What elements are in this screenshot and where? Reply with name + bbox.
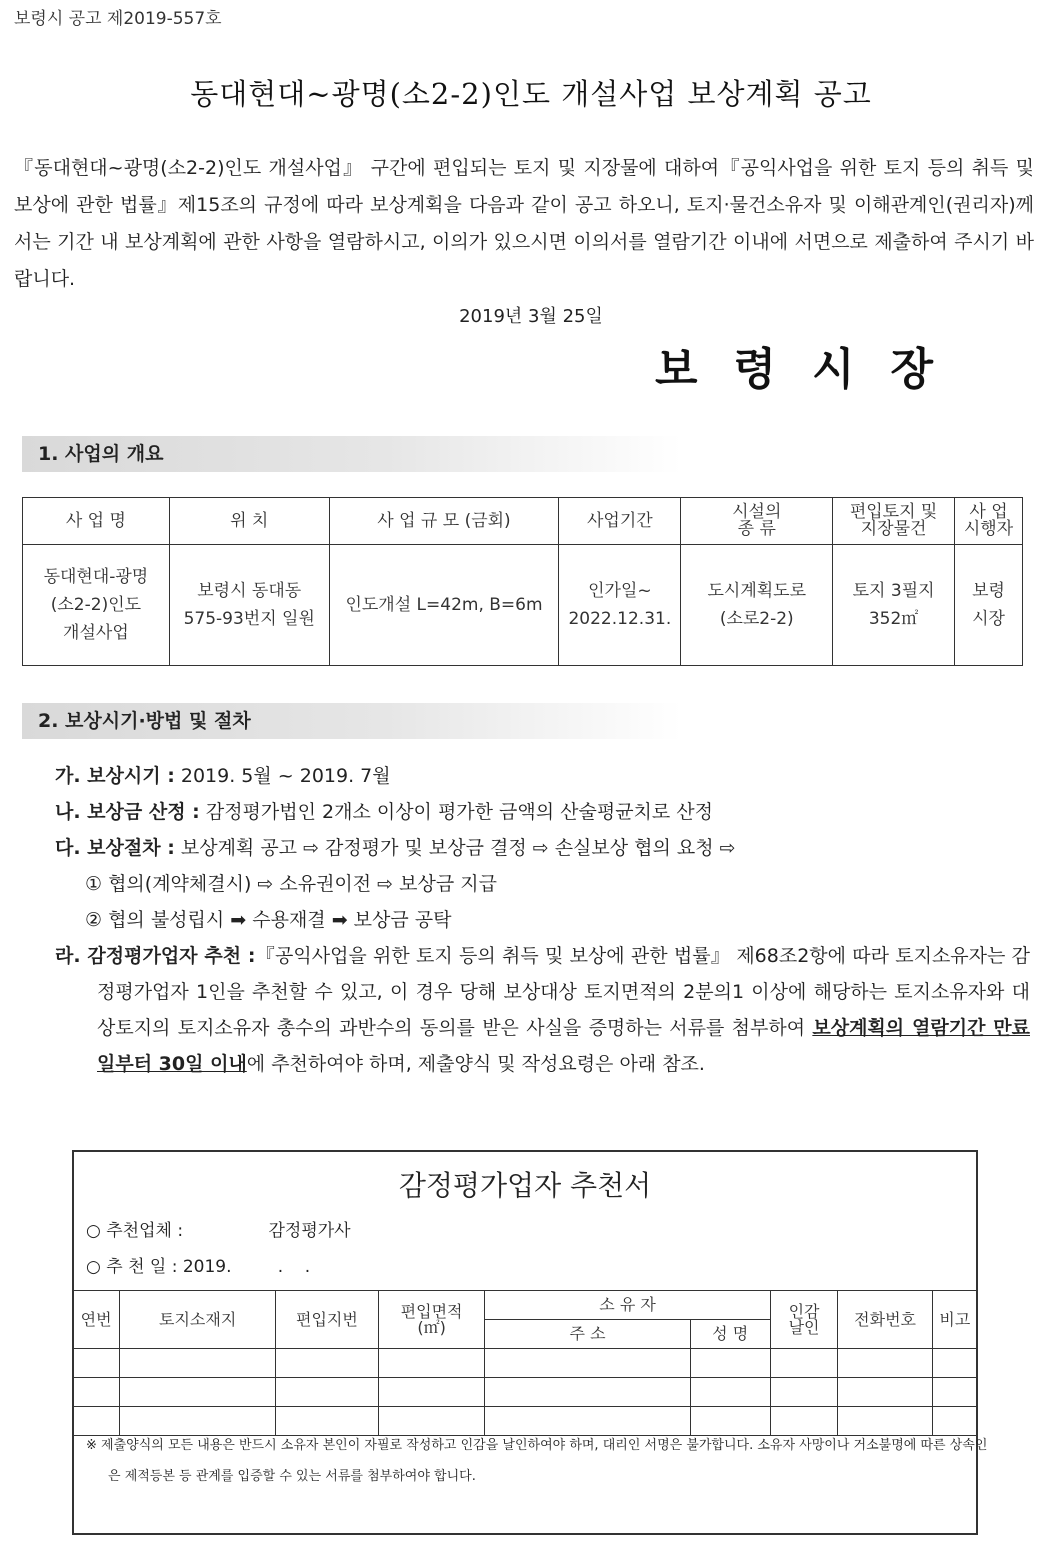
- th-period: 사업기간: [559, 498, 681, 545]
- signer: 보령시장: [655, 344, 970, 395]
- item-na-text: 감정평가법인 2개소 이상이 평가한 금액의 산술평균치로 산정: [199, 801, 714, 823]
- th-facility-type: 시설의 종 류: [681, 498, 833, 545]
- item-na: [55, 794, 1030, 830]
- form-company-label: ○ 추천업체 :: [86, 1221, 184, 1241]
- table-row: [73, 1378, 978, 1407]
- item-da-label: 다. 보상절차 :: [55, 837, 175, 859]
- th-no: 연번: [73, 1291, 120, 1349]
- item-ga: [55, 758, 1030, 794]
- th-lot: 편입지번: [276, 1291, 379, 1349]
- th-name: 성 명: [690, 1320, 770, 1349]
- section1-heading: 1. 사업의 개요: [22, 436, 682, 472]
- td-period: 인가일~ 2022.12.31.: [559, 545, 681, 666]
- th-location: 위 치: [169, 498, 329, 545]
- form-date-blank: . .: [266, 1257, 311, 1277]
- item-da: [55, 830, 1030, 866]
- project-overview-table: [22, 497, 1023, 666]
- item-da-text: 보상계획 공고 ⇨ 감정평가 및 보상금 결정 ⇨ 손실보상 협의 요청 ⇨: [174, 837, 736, 859]
- item-na-label: 나. 보상금 산정 :: [55, 801, 200, 823]
- form-date-label: ○ 추 천 일 : 2019.: [86, 1257, 232, 1277]
- form-date-line: [86, 1252, 310, 1277]
- td-project-name: 동대현대-광명 (소2-2)인도 개설사업: [23, 545, 170, 666]
- td-scale: 인도개설 L=42m, B=6m: [329, 545, 559, 666]
- td-location: 보령시 동대동 575-93번지 일원: [169, 545, 329, 666]
- notice-number: 보령시 공고 제2019-557호: [14, 9, 222, 29]
- recommendation-form: [72, 1150, 988, 1535]
- item-ra-label: 라. 감정평가업자 추천 :: [55, 945, 256, 967]
- th-scale: 사 업 규 모 (금회): [329, 498, 559, 545]
- th-operator: 사 업 시행자: [955, 498, 1023, 545]
- th-owner: 소 유 자: [485, 1291, 770, 1320]
- item-ga-label: 가. 보상시기 :: [55, 765, 175, 787]
- th-land-location: 토지소재지: [120, 1291, 276, 1349]
- item-da-step1: ① 협의(계약체결시) ⇨ 소유권이전 ⇨ 보상금 지급: [85, 873, 497, 895]
- item-da-step2: ② 협의 불성립시 ➡ 수용재결 ➡ 보상금 공탁: [85, 909, 452, 931]
- form-title: 감정평가업자 추천서: [398, 1169, 652, 1202]
- form-note: ※ 제출양식의 모든 내용은 반드시 소유자 본인이 자필로 작성하고 인감을 날인하여야 하며, 대리인 서명은 불가합니다. 소유자 사망이나 거소불명에 따른 상속인은 제적등본 등 관계를 입증할 수 있는 서류를 첨부하여야 합니다.: [86, 1438, 988, 1484]
- item-ra-text2: 에 추천하여야 하며, 제출양식 및 작성요령은 아래 참조.: [246, 1053, 705, 1075]
- section2-body: [55, 758, 1030, 1082]
- form-company-line: [86, 1216, 351, 1241]
- th-remark: 비고: [932, 1291, 977, 1349]
- table-row: [73, 1349, 978, 1378]
- item-ra: [55, 938, 1030, 1082]
- th-area: 편입면적 (㎡): [378, 1291, 485, 1349]
- th-land: 편입토지 및 지장물건: [833, 498, 955, 545]
- intro-paragraph: 『동대현대~광명(소2-2)인도 개설사업』 구간에 편입되는 토지 및 지장물에 대하여『공익사업을 위한 토지 등의 취득 및 보상에 관한 법률』제15조의 규정에 따라 보상계획을 다음과 같이 공고 하오니, 토지·물건소유자 및 이해관계인(권리자)께서는 기간 내 보상계획에 관한 사항을 열람하시고, 이의가 있으시면 이의서를 열람기간 이내에 서면으로 제출하여 주시기 바랍니다.: [14, 157, 1034, 290]
- th-phone: 전화번호: [838, 1291, 932, 1349]
- td-facility-type: 도시계획도로 (소로2-2): [681, 545, 833, 666]
- item-ra-deadline: 보상계획의 열람기간 만료일부터 30일 이내: [97, 1017, 1030, 1075]
- notice-date: 2019년 3월 25일: [459, 306, 603, 327]
- form-company-value: 감정평가사: [268, 1221, 351, 1241]
- th-seal: 인감 날인: [770, 1291, 838, 1349]
- td-land: 토지 3필지 352㎡: [833, 545, 955, 666]
- td-operator: 보령 시장: [955, 545, 1023, 666]
- table-header-row: [23, 498, 1023, 545]
- th-address: 주 소: [485, 1320, 690, 1349]
- section2-heading: 2. 보상시기·방법 및 절차: [22, 703, 682, 739]
- recommendation-table: [72, 1290, 978, 1436]
- page-title: 동대현대~광명(소2-2)인도 개설사업 보상계획 공고: [190, 77, 872, 111]
- item-ga-text: 2019. 5월 ~ 2019. 7월: [174, 765, 391, 787]
- table-row: [23, 545, 1023, 666]
- th-project-name: 사 업 명: [23, 498, 170, 545]
- item-ra-text1: 『공익사업을 위한 토지 등의 취득 및 보상에 관한 법률』 제68조2항에 따라 토지소유자는 감정평가업자 1인을 추천할 수 있고, 이 경우 당해 보상대상 토지면적의 2분의1 이상에 해당하는 토지소유자와 대상토지의 토지소유자 총수의 과반수의 동의를 받은 사실을 증명하는 서류를 첨부하여: [97, 945, 1030, 1039]
